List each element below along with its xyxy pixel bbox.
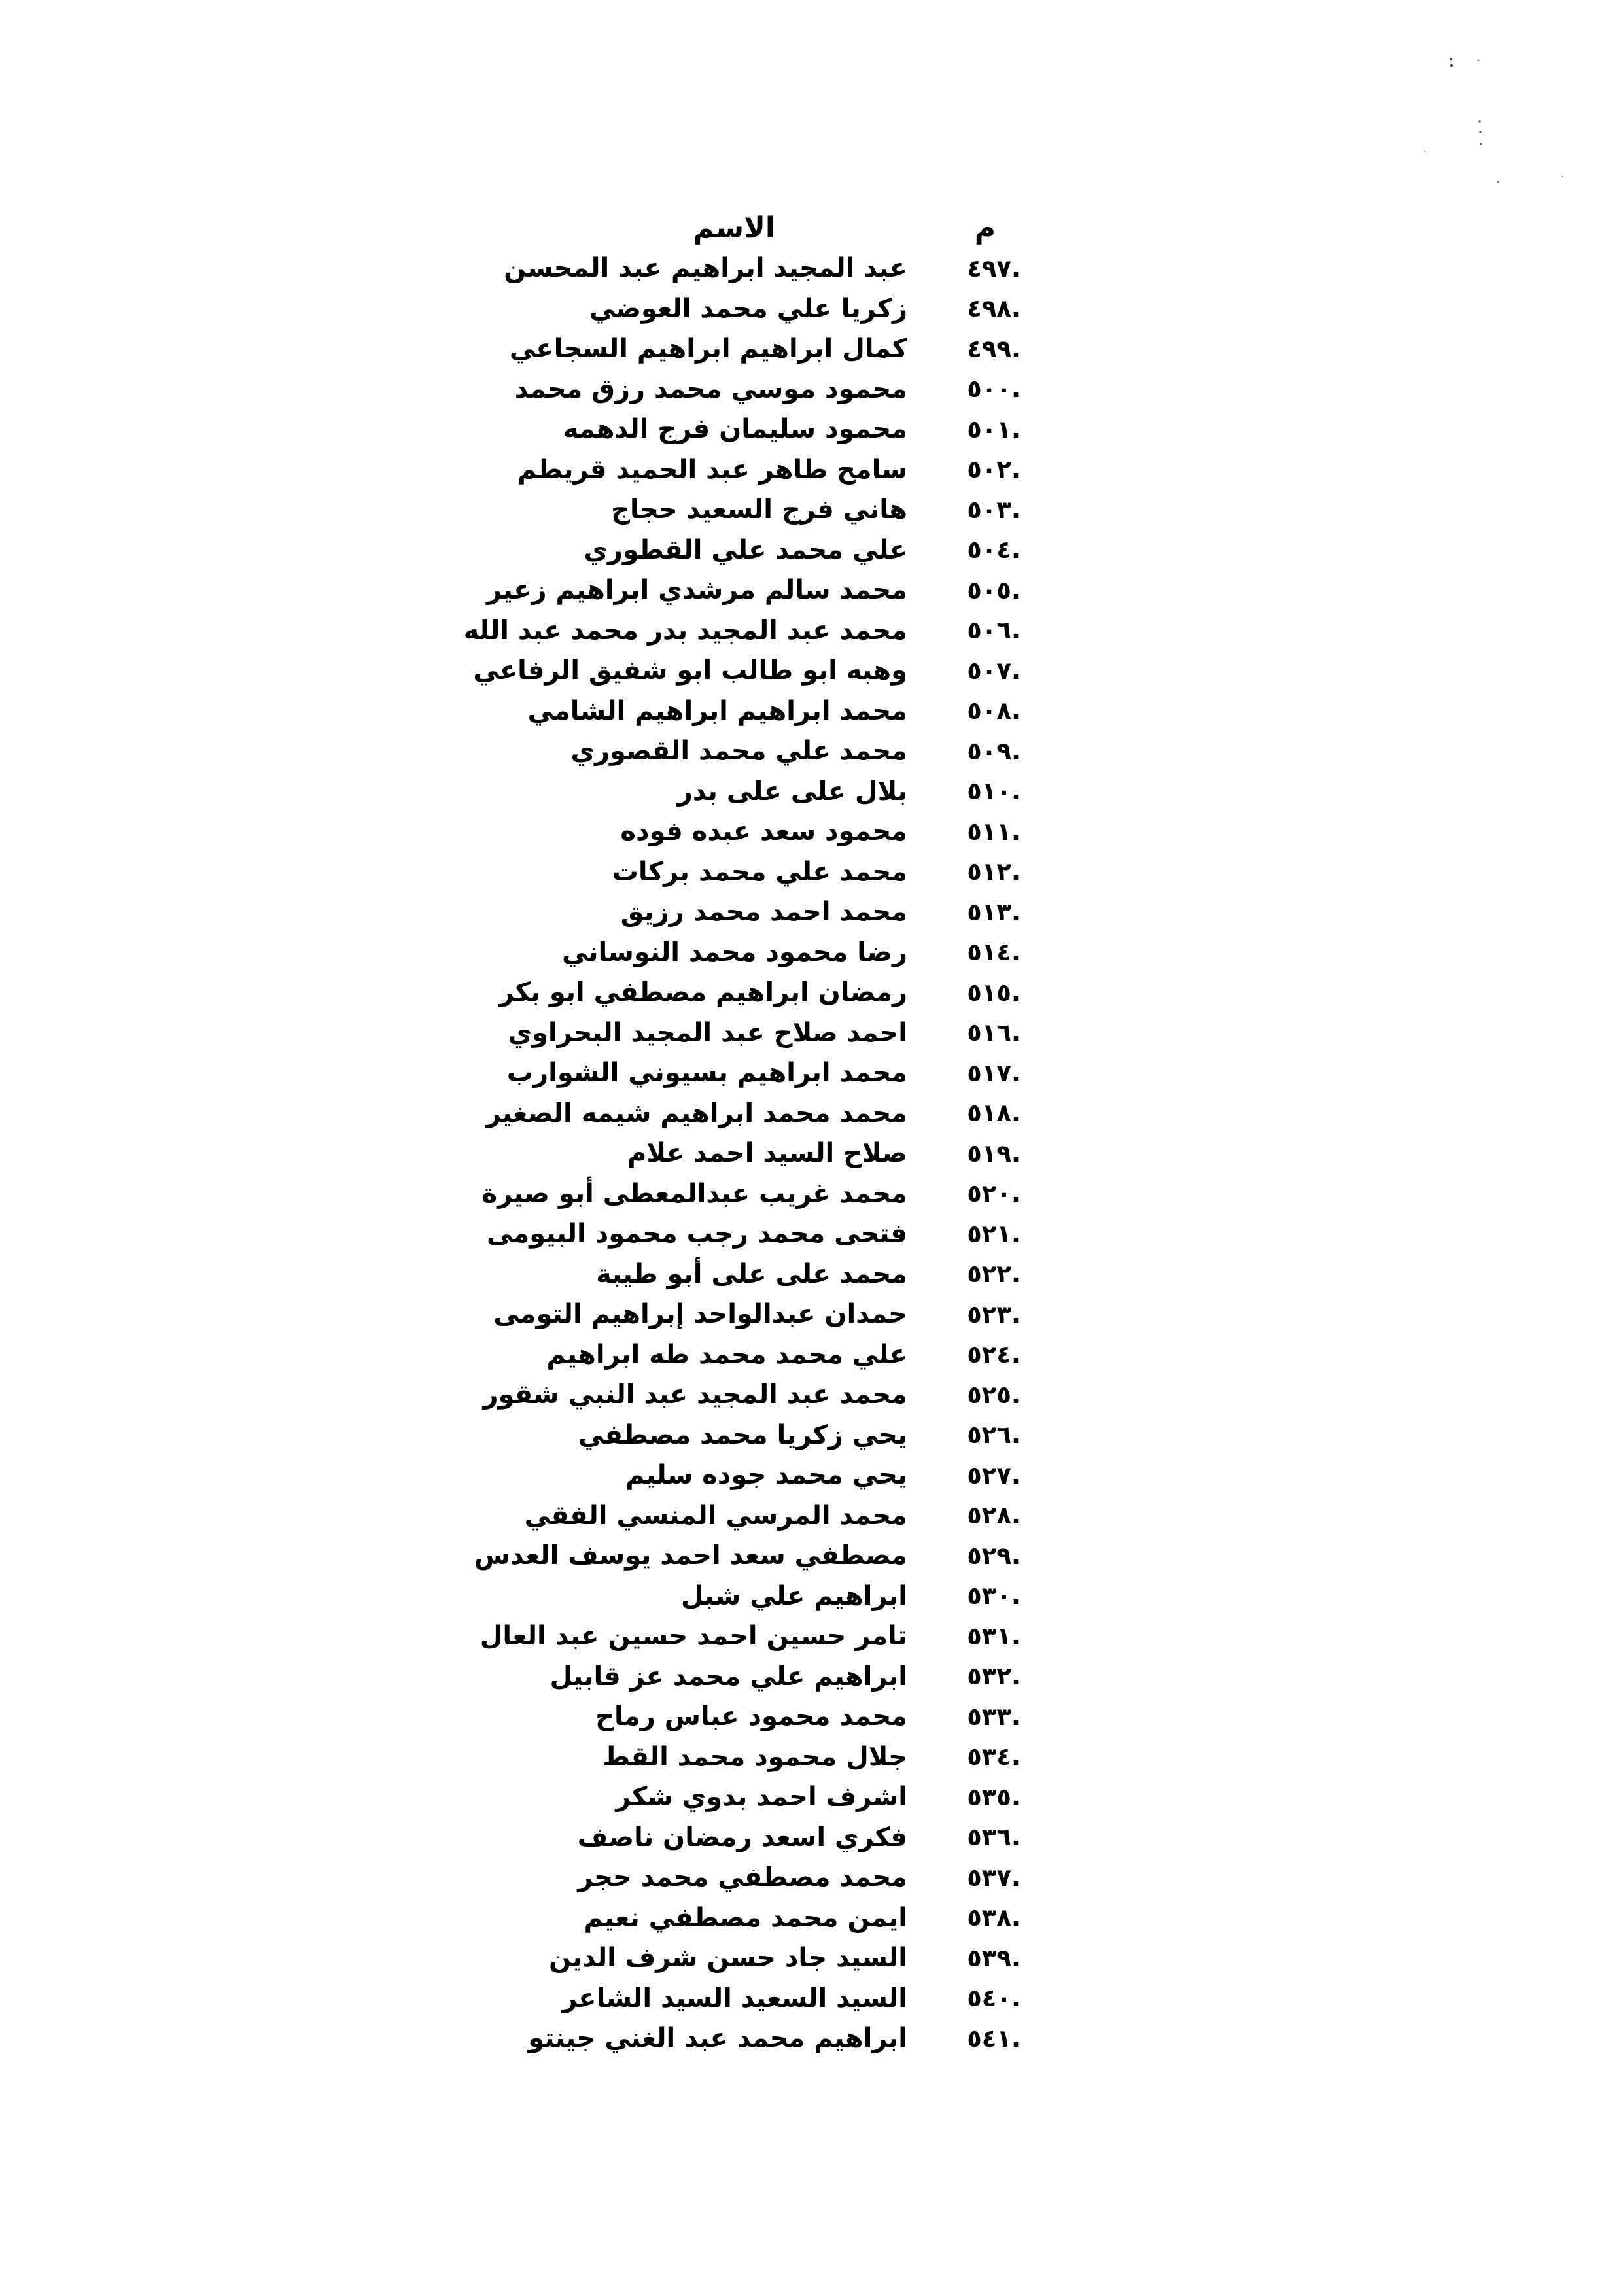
table-row [524,1495,1027,1536]
row-number: .٥٢٧ [967,1461,1021,1489]
row-name: عبد المجيد ابراهيم عبد المحسن [504,253,907,284]
table-row [498,973,1027,1013]
row-name: رمضان ابراهيم مصطفي ابو بكر [498,977,907,1008]
table-row [530,1898,1027,1938]
row-name: محمد عبد المجيد بدر محمد عبد الله [463,615,907,646]
table-row [530,1978,1027,2019]
table-row [530,1777,1027,1818]
row-number: .٥٢٥ [967,1380,1021,1409]
table-row [530,1254,1027,1295]
row-number: .٥١١ [967,817,1021,846]
table-row [530,771,1027,812]
table-row [481,1174,1027,1214]
table-row [530,892,1027,933]
row-number: .٥٤٠ [967,1984,1021,2013]
table-body [463,249,1027,2059]
table-row [473,651,1027,691]
table-row [480,1616,1027,1657]
row-name: محمود سعد عبده فوده [620,816,907,847]
row-number: .٥٣٣ [967,1702,1021,1731]
table-row [474,1536,1027,1576]
row-number: .٥٠٥ [967,576,1021,604]
row-number: .٥٣٨ [967,1904,1021,1932]
row-name: محمد على على أبو طيبة [596,1259,907,1289]
table-row [530,530,1027,570]
row-name: محمود موسي محمد رزق محمد [514,374,907,404]
table-header-row [530,208,1027,249]
row-number: .٥٠١ [967,415,1021,444]
table-row [530,1817,1027,1858]
row-name: فتحى محمد رجب محمود البيومى [487,1219,907,1249]
row-number: .٥١٢ [967,858,1021,886]
table-row [463,610,1027,651]
row-number: .٥٣١ [967,1622,1021,1650]
row-name: مصطفي سعد احمد يوسف العدس [474,1540,907,1571]
row-name: كمال ابراهيم ابراهيم السجاعي [509,334,907,364]
table-row [485,1093,1027,1134]
table-row [514,369,1027,409]
row-number: .٥٣٢ [967,1662,1021,1691]
table-row [530,409,1027,450]
row-name: محمد علي محمد القصوري [570,736,907,767]
table-row [530,932,1027,973]
table-row [517,449,1027,490]
row-number: .٥٢٢ [967,1260,1021,1289]
row-number: .٥١٩ [967,1139,1021,1168]
row-name: السيد جاد حسن شرف الدين [548,1943,907,1974]
table-row [530,1938,1027,1979]
row-number: .٥٠٩ [967,737,1021,765]
row-name: محمد عبد المجيد عبد النبي شقور [483,1380,907,1410]
table-row [530,2019,1027,2059]
row-name: ابراهيم علي محمد عز قابيل [550,1661,907,1692]
row-name: محمد المرسي المنسي الفقي [524,1500,907,1531]
row-number: .٥٢٨ [967,1501,1021,1530]
row-name: علي محمد علي القطوري [584,534,907,565]
row-name: بلال على على بدر [677,776,907,807]
row-number: .٥٠٨ [967,697,1021,725]
table-row [530,731,1027,772]
row-number: .٥٣٧ [967,1863,1021,1892]
row-name: زكريا علي محمد العوضي [589,293,907,324]
row-number: .٥٢٤ [967,1340,1021,1369]
row-number: .٥٢٩ [967,1541,1021,1570]
row-number: .٤٩٧ [967,254,1021,283]
row-number: .٥٣٦ [967,1823,1021,1852]
table-row [530,812,1027,852]
row-name: فكري اسعد رمضان ناصف [577,1822,907,1852]
table-row [493,1295,1027,1335]
row-number: .٤٩٨ [967,294,1021,323]
row-number: .٥٠٦ [967,616,1021,645]
table-row [530,490,1027,531]
row-number: .٥٠٧ [967,656,1021,685]
row-number: .٥١٨ [967,1099,1021,1128]
row-name: محمد محمود عباس رماح [595,1701,907,1732]
table-row [486,570,1027,611]
row-name: سامح طاهر عبد الحميد قريطم [517,454,907,485]
row-name: تامر حسين احمد حسين عبد العال [480,1621,907,1652]
row-name: محمد مصطفي محمد حجر [578,1862,907,1893]
table-row [530,1697,1027,1737]
row-number: .٥٤١ [967,2024,1021,2053]
row-name: يحي محمد جوده سليم [625,1460,907,1491]
row-name: محمد علي محمد بركات [612,856,907,887]
table-row [530,1334,1027,1375]
row-name: هاني فرج السعيد حجاج [611,495,907,525]
row-number: .٥٣٩ [967,1943,1021,1972]
row-number: .٤٩٩ [967,334,1021,363]
row-name: حمدان عبدالواحد إبراهيم التومى [493,1299,907,1330]
row-name: يحي زكريا محمد مصطفي [578,1419,907,1450]
row-number: .٥٠٤ [967,536,1021,565]
table-row [527,691,1027,731]
table-row [530,1455,1027,1496]
row-name: السيد السعيد السيد الشاعر [562,1983,907,2013]
table-row [530,852,1027,892]
row-number: .٥٠٣ [967,495,1021,524]
table-row [504,249,1027,289]
row-name: محمد احمد محمد رزيق [620,897,907,928]
row-name: احمد صلاح عبد المجيد البحراوي [508,1017,907,1048]
table-row [509,329,1027,370]
header-number: م [974,211,996,245]
table-row [530,1737,1027,1777]
row-name: جلال محمود محمد القط [602,1741,907,1772]
row-number: .٥١٦ [967,1018,1021,1047]
row-number: .٥١٣ [967,897,1021,926]
table-row [530,1415,1027,1455]
row-number: .٥١٤ [967,938,1021,967]
row-number: .٥٢٦ [967,1421,1021,1450]
names-table [463,208,1027,2059]
table-row [530,288,1027,329]
table-row [530,1858,1027,1898]
table-row [530,1656,1027,1697]
header-name: الاسم [693,211,775,245]
table-row [487,1214,1027,1255]
row-name: وهبه ابو طالب ابو شفيق الرفاعي [473,655,907,686]
table-row [483,1375,1027,1416]
row-name: محمود سليمان فرج الدهمه [563,414,907,445]
row-name: محمد غريب عبدالمعطى أبو صيرة [481,1178,907,1209]
table-row [530,1134,1027,1174]
row-number: .٥٠٠ [967,375,1021,404]
row-number: .٥٢٣ [967,1300,1021,1329]
row-name: ابراهيم محمد عبد الغني جينتو [528,2023,907,2054]
row-number: .٥٣٠ [967,1582,1021,1610]
row-number: .٥١٧ [967,1058,1021,1087]
table-row [508,1013,1027,1053]
table-row [530,1576,1027,1616]
row-name: ايمن محمد مصطفي نعيم [584,1902,907,1933]
row-name: محمد ابراهيم ابراهيم الشامي [527,695,907,726]
row-number: .٥٢١ [967,1219,1021,1248]
row-number: .٥١٥ [967,978,1021,1007]
row-number: .٥٣٤ [967,1743,1021,1771]
row-name: اشرف احمد بدوي شكر [616,1782,907,1813]
row-number: .٥٣٥ [967,1783,1021,1811]
row-name: رضا محمود محمد النوساني [562,937,907,967]
row-name: محمد محمد ابراهيم شيمه الصغير [485,1098,907,1128]
row-number: .٥١٠ [967,777,1021,806]
row-name: محمد سالم مرشدي ابراهيم زعير [486,575,907,606]
scan-specks [1406,52,1577,209]
row-name: محمد ابراهيم بسيوني الشوارب [506,1058,907,1088]
table-row [506,1053,1027,1094]
row-name: علي محمد محمد طه ابراهيم [546,1339,907,1370]
row-number: .٥٢٠ [967,1179,1021,1208]
row-name: صلاح السيد احمد علام [627,1138,907,1169]
row-number: .٥٠٢ [967,455,1021,484]
row-name: ابراهيم علي شبل [680,1580,907,1611]
